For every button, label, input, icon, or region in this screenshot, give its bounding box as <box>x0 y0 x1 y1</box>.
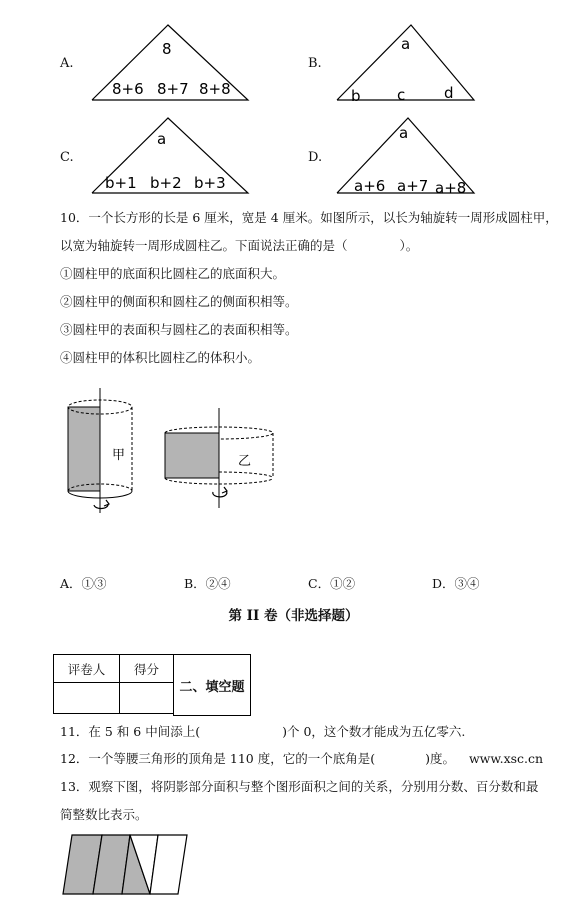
triangle-a-bottom-middle: 8+7 <box>157 80 189 98</box>
grader-header: 评卷人 <box>54 655 120 683</box>
q12-post: )度。 <box>425 751 455 766</box>
cylinder-jia-shaded-rect <box>68 407 100 491</box>
triangle-c-bottom-left: b+1 <box>105 174 137 192</box>
option-b-letter: B. <box>308 56 322 71</box>
triangle-d-bottom-right: a+8 <box>435 179 467 197</box>
grader-cell[interactable] <box>54 683 120 714</box>
q10-line1: 10．一个长方形的长是 6 厘米，宽是 4 厘米。如图所示，以长为轴旋转一周形成圆柱甲， <box>60 210 558 225</box>
q13-line2: 简整数比表示。 <box>60 807 148 822</box>
option-c-letter: C. <box>60 150 74 165</box>
triangle-b-bottom-left: b <box>351 87 361 104</box>
triangle-a-bottom-right: 8+8 <box>199 80 231 98</box>
q12-site: www.xsc.cn <box>468 751 544 766</box>
cylinder-yi-figure <box>160 405 280 510</box>
q10-choice-a: A．①③ <box>60 576 107 591</box>
option-d-letter: D. <box>308 150 323 165</box>
q11-post: )个 0，这个数才能成为五亿零六. <box>282 724 466 739</box>
q10-choice-b: B．②④ <box>184 576 231 591</box>
cylinder-jia-figure <box>60 385 150 520</box>
triangle-option-a <box>90 22 250 102</box>
q13-line1: 13．观察下图，将阴影部分面积与整个图形面积之间的关系，分别用分数、百分数和最 <box>60 779 539 794</box>
cylinder-yi-label: 乙 <box>238 454 252 469</box>
triangle-option-b <box>334 22 479 104</box>
q10-choice-d: D．③④ <box>432 576 480 591</box>
q11-line <box>60 724 465 740</box>
triangle-b-bottom-middle: c <box>397 86 406 104</box>
triangle-option-c <box>90 115 250 195</box>
q10-line2-pre: 以宽为轴旋转一周形成圆柱乙。下面说法正确的是（ <box>60 238 348 253</box>
q11-pre: 11．在 5 和 6 中间添上( <box>60 724 201 739</box>
triangle-d-bottom-left: a+6 <box>354 177 386 195</box>
q10-statement-3: ③圆柱甲的表面积与圆柱乙的表面积相等。 <box>60 322 298 337</box>
q12-pre: 12．一个等腰三角形的顶角是 110 度，它的一个底角是( <box>60 751 376 766</box>
triangle-c-bottom-right: b+3 <box>194 174 226 192</box>
cylinder-yi-shaded-rect <box>165 433 219 478</box>
q10-line2 <box>60 238 418 254</box>
q10-statement-2: ②圆柱甲的侧面积和圆柱乙的侧面积相等。 <box>60 294 298 309</box>
triangle-a-bottom-left: 8+6 <box>112 80 144 98</box>
q10-statement-1: ①圆柱甲的底面积比圆柱乙的底面积大。 <box>60 266 286 281</box>
q12-line <box>60 751 543 767</box>
triangle-d-bottom-middle: a+7 <box>397 177 429 195</box>
q13-shaded-figure <box>60 832 200 897</box>
score-header: 得分 <box>120 655 174 683</box>
triangle-b-top-label: a <box>401 35 411 53</box>
section-2-title: 第 II 卷（非选择题） <box>228 608 359 624</box>
q10-line2-post: ）。 <box>399 238 419 253</box>
triangle-a-top-label: 8 <box>162 40 172 58</box>
q10-statement-4: ④圆柱甲的体积比圆柱乙的体积小。 <box>60 350 261 365</box>
triangle-b-bottom-right: d <box>444 84 454 102</box>
option-a-letter: A. <box>60 56 74 71</box>
part-title-box <box>173 654 251 716</box>
triangle-d-top-label: a <box>399 124 409 142</box>
triangle-c-top-label: a <box>157 130 167 148</box>
score-cell[interactable] <box>120 683 174 714</box>
part-title: 二、填空题 <box>179 679 245 695</box>
q10-choice-c: C．①② <box>308 576 356 591</box>
triangle-c-bottom-middle: b+2 <box>150 174 182 192</box>
score-table <box>53 654 174 714</box>
triangle-option-d <box>334 115 479 197</box>
cylinder-jia-label: 甲 <box>112 448 126 463</box>
